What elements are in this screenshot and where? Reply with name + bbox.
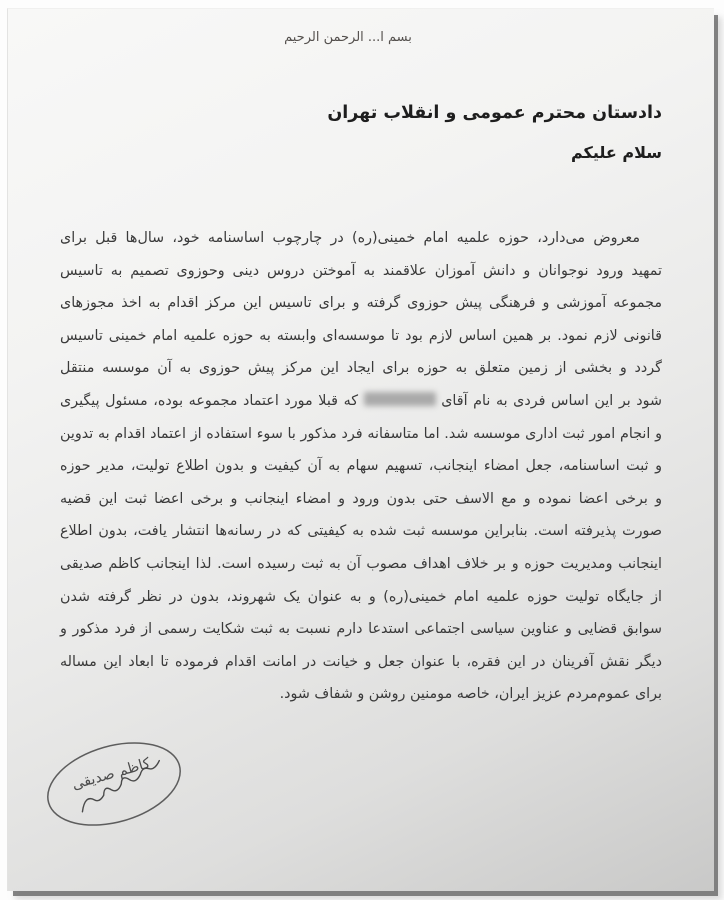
body-line: اینجانب ومدیریت حوزه و بر خلاف اهداف مصوب آن به ثبت رسیده است. لذا اینجانب کاظم صدیقی bbox=[60, 555, 662, 572]
body-line: از جایگاه تولیت حوزه علمیه امام خمینی(ره) و به عنوان یک شهروند، بدون در نظر گرفته شدن bbox=[60, 588, 662, 605]
body-line: و انجام امور ثبت اداری موسسه شد. اما متاسفانه فرد مذکور با سوء استفاده از اعتماد اقدام به تدوین bbox=[60, 425, 662, 442]
stamp-name-text: کاظم صدیقی bbox=[70, 755, 153, 794]
body-line-with-redaction bbox=[60, 385, 662, 418]
body-line: مجموعه آموزشی و فرهنگی پیش حوزوی گرفته و برای تاسیس این مرکز اقدام به اخذ مجوزهای bbox=[60, 295, 662, 312]
body-line: و برخی اعضا نموده و مع الاسف حتی بدون ورود و امضاء اینجانب و برخی اعضا ثبت این قضیه bbox=[60, 490, 662, 507]
letter-heading: دادستان محترم عمومی و انقلاب تهران bbox=[327, 103, 662, 123]
stamp-oval-icon bbox=[38, 730, 190, 839]
body-line: معروض می‌دارد، حوزه علمیه امام خمینی(ره) در چارچوب اساسنامه خود، سال‌ها قبل برای bbox=[60, 230, 640, 246]
body-line: صورت پذیرفته است. بنابراین موسسه ثبت شده به کیفیتی که در رسانه‌ها انتشار یافت، بدون اطلاع bbox=[60, 523, 662, 540]
bismillah-text: بسم ا... الرحمن الرحیم bbox=[284, 30, 412, 45]
body-line: دیگر نقش آفرینان در این فقره، با عنوان جعل و خیانت در امانت اقدام فرموده تا ابعاد این مساله bbox=[60, 653, 662, 670]
redacted-line-before: شود بر این اساس فردی به نام آقای bbox=[441, 392, 663, 409]
body-line: تمهید ورود نوجوانان و دانش آموزان علاقمند به آموختن دروس دینی وحوزوی تصمیم به تاسیس bbox=[60, 262, 662, 279]
redacted-name-box bbox=[364, 392, 436, 406]
body-line: گردد و بخشی از زمین متعلق به حوزه برای ایجاد این مرکز پیش حوزوی به آن موسسه منتقل bbox=[60, 360, 662, 377]
letter-body bbox=[60, 222, 662, 711]
body-line: و ثبت اساسنامه، جعل امضاء اینجانب، تسهیم سهام به آن کیفیت و بدون اطلاع تولیت، مدیر حوزه bbox=[60, 458, 662, 475]
body-line: برای عموم‌مردم عزیز ایران، خاصه مومنین روشن و شفاف شود. bbox=[279, 686, 662, 703]
redacted-line-after: که قبلا مورد اعتماد مجموعه بوده، مسئول پیگیری bbox=[60, 392, 359, 409]
body-line: سوابق قضایی و عناوین سیاسی اجتماعی استدعا دارم نسبت به ثبت شکایت رسمی از فرد مذکور و bbox=[60, 621, 662, 638]
salutation-text: سلام علیکم bbox=[570, 143, 662, 162]
body-line: قانونی لازم نمود. بر همین اساس لازم بود تا موسسه‌ای وابسته به حوزه علمیه امام خمینی تاسیس bbox=[60, 327, 662, 344]
signature-stamp bbox=[36, 730, 192, 842]
